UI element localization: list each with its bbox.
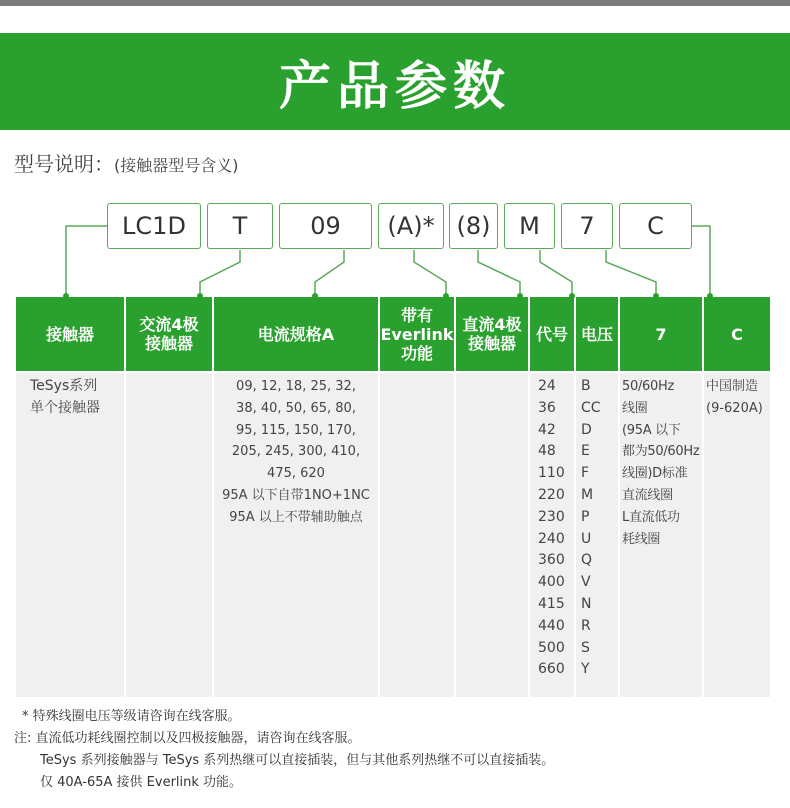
col-coil: 50/60Hz 线圈 (95A 以下 都为50/60Hz 线圈)D标准 直流线圈 L直流低功 耗线圈 [620,373,702,697]
subtitle-note: (接触器型号含义) [114,156,239,175]
header-ac-4-pole: 交流4极 接触器 [126,297,212,371]
code-part-09: 09 [279,203,372,249]
title-banner [0,33,790,130]
header-dc-4-pole: 直流4极 接触器 [456,297,528,371]
header-current-rating: 电流规格A [214,297,378,371]
code-part-8: (8) [449,203,498,249]
col-current-rating: 09, 12, 18, 25, 32, 38, 40, 50, 65, 80, 95, 115, 150, 170, 205, 245, 300, 410, 475, 620 95A 以下自带1NO+1NC 95A 以上不带辅助触点 [214,373,378,697]
code-part-m: M [504,203,555,249]
code-part-a: (A)* [378,203,444,249]
code-part-t: T [207,203,273,249]
top-rule [0,0,790,6]
code-part-7: 7 [561,203,613,249]
header-code: 代号 [530,297,574,371]
code-part-lc1d: LC1D [107,203,201,249]
col-code: 24 36 42 48 110 220 230 240 360 400 415 440 500 660 [530,373,574,697]
header-7: 7 [620,297,702,371]
header-c: C [704,297,770,371]
col-origin: 中国制造 (9-620A) [704,373,770,697]
code-part-c: C [619,203,692,249]
model-explanation-heading [14,148,239,177]
col-everlink [380,373,454,697]
col-dc-4-pole [456,373,528,697]
note-dc-coil: 注: 直流低功耗线圈控制以及四极接触器，请咨询在线客服。 [14,731,361,746]
spec-table [16,297,770,697]
col-voltage: B CC D E F M P U Q V N R S Y [576,373,618,697]
subtitle-label: 型号说明： [14,152,114,176]
note-everlink: 仅 40A-65A 接供 Everlink 功能。 [40,775,243,790]
note-thermal-relay: TeSys 系列接触器与 TeSys 系列热继可以直接插装，但与其他系列热继不可以直接插装。 [40,753,555,768]
note-coil-voltage: * 特殊线圈电压等级请咨询在线客服。 [22,709,241,724]
header-contactor: 接触器 [16,297,124,371]
col-ac-4-pole [126,373,212,697]
header-everlink: 带有 Everlink 功能 [380,297,454,371]
page-title: 产品参数 [278,57,511,117]
header-voltage: 电压 [576,297,618,371]
col-contactor: TeSys系列 单个接触器 [16,373,124,697]
footnotes [14,706,784,794]
